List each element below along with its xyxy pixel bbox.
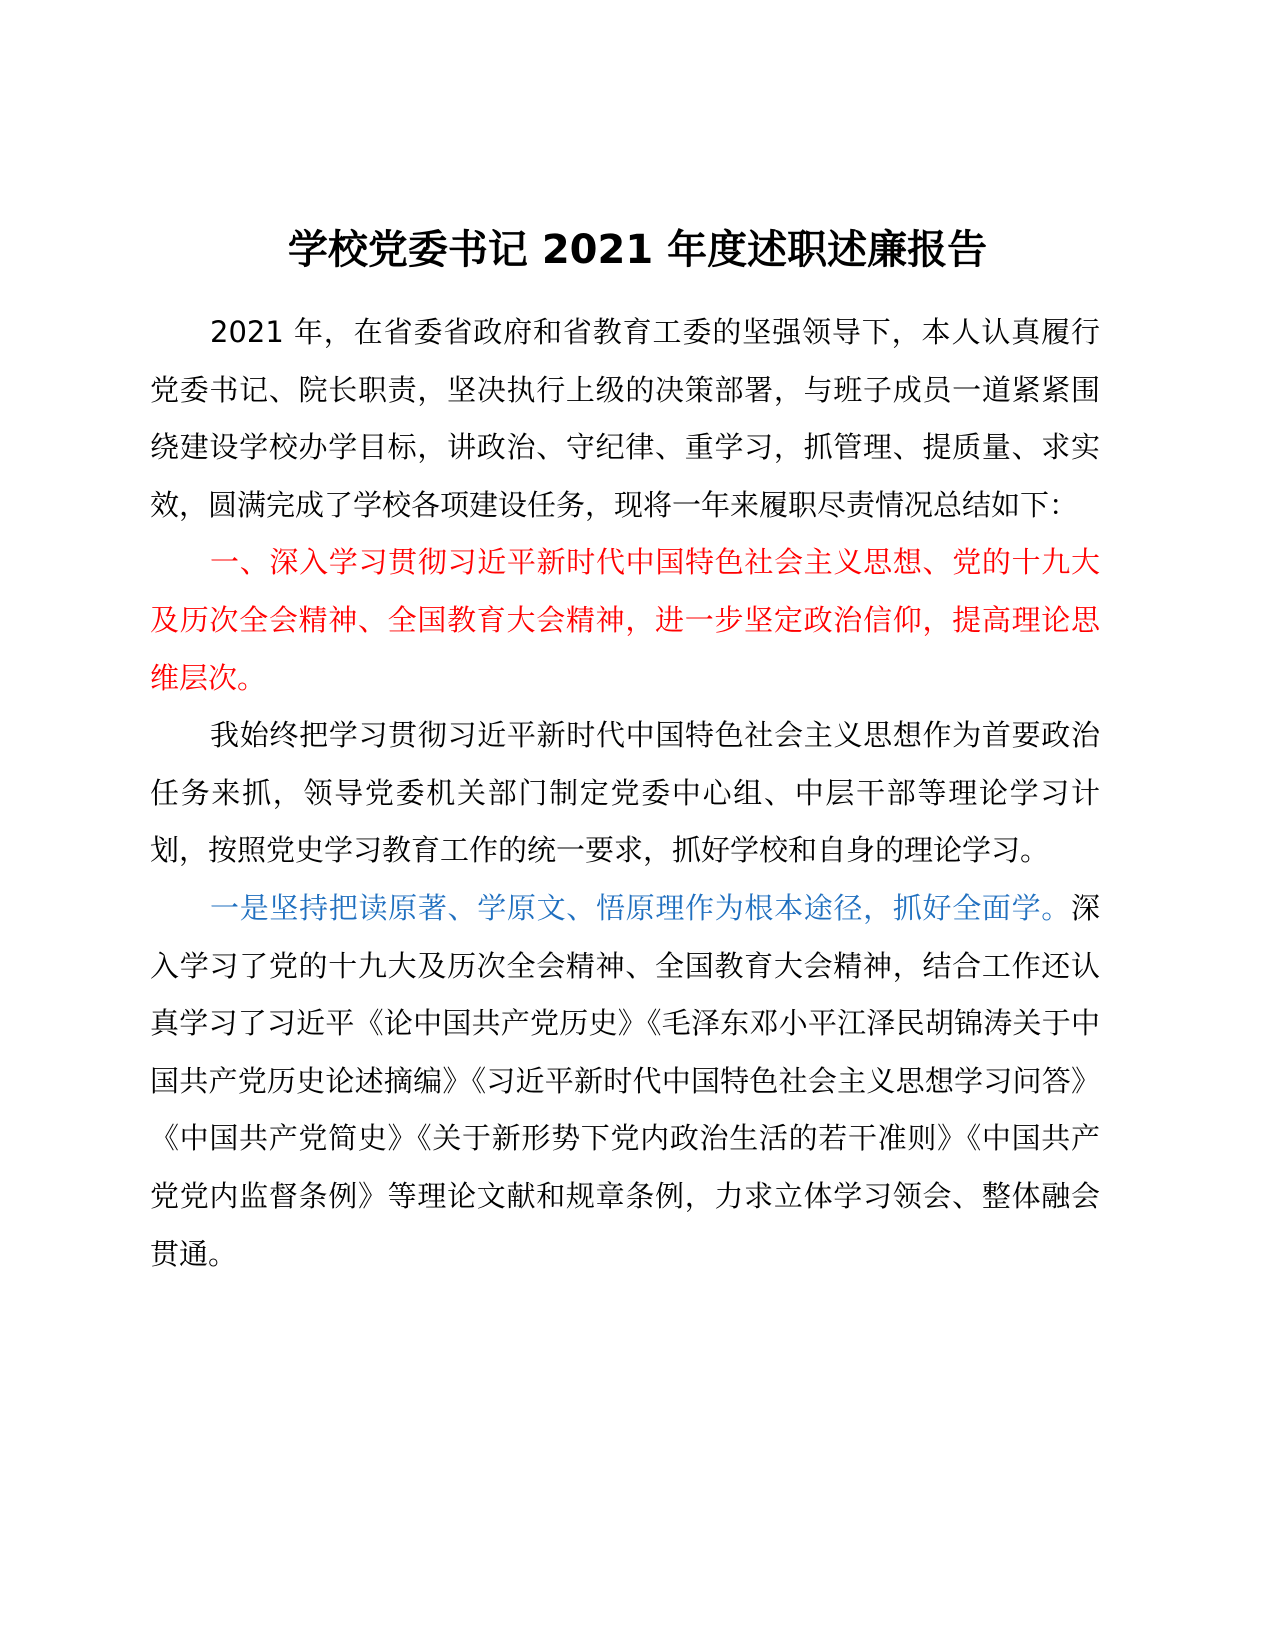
intro-paragraph: 2021 年，在省委省政府和省教育工委的坚强领导下，本人认真履行党委书记、院长职责，坚决执行上级的决策部署，与班子成员一道紧紧围绕建设学校办学目标，讲政治、守纪律、重学习，抓管理、提质量、求实效，圆满完成了学校各项建设任务，现将一年来履职尽责情况总结如下： — [150, 315, 1100, 522]
section-heading-1: 一、深入学习贯彻习近平新时代中国特色社会主义思想、党的十九大及历次全会精神、全国教育大会精神，进一步坚定政治信仰，提高理论思维层次。 — [150, 545, 1100, 695]
point-one-lead: 一是坚持把读原著、学原文、悟原理作为根本途径，抓好全面学。 — [210, 890, 1071, 925]
point-one-paragraph — [150, 880, 1100, 1283]
document-body — [150, 304, 1100, 1283]
study-paragraph: 我始终把学习贯彻习近平新时代中国特色社会主义思想作为首要政治任务来抓，领导党委机关部门制定党委中心组、中层干部等理论学习计划，按照党史学习教育工作的统一要求，抓好学校和自身的理论学习。 — [150, 718, 1100, 868]
point-one-text: 深入学习了党的十九大及历次全会精神、全国教育大会精神，结合工作还认真学习了习近平《论中国共产党历史》《毛泽东邓小平江泽民胡锦涛关于中国共产党历史论述摘编》《习近平新时代中国特色社会主义思想学习问答》《中国共产党简史》《关于新形势下党内政治生活的若干准则》《中国共产党党内监督条例》等理论文献和规章条例，力求立体学习领会、整体融会贯通。 — [150, 890, 1100, 1271]
document-title: 学校党委书记 2021 年度述职述廉报告 — [287, 227, 988, 273]
